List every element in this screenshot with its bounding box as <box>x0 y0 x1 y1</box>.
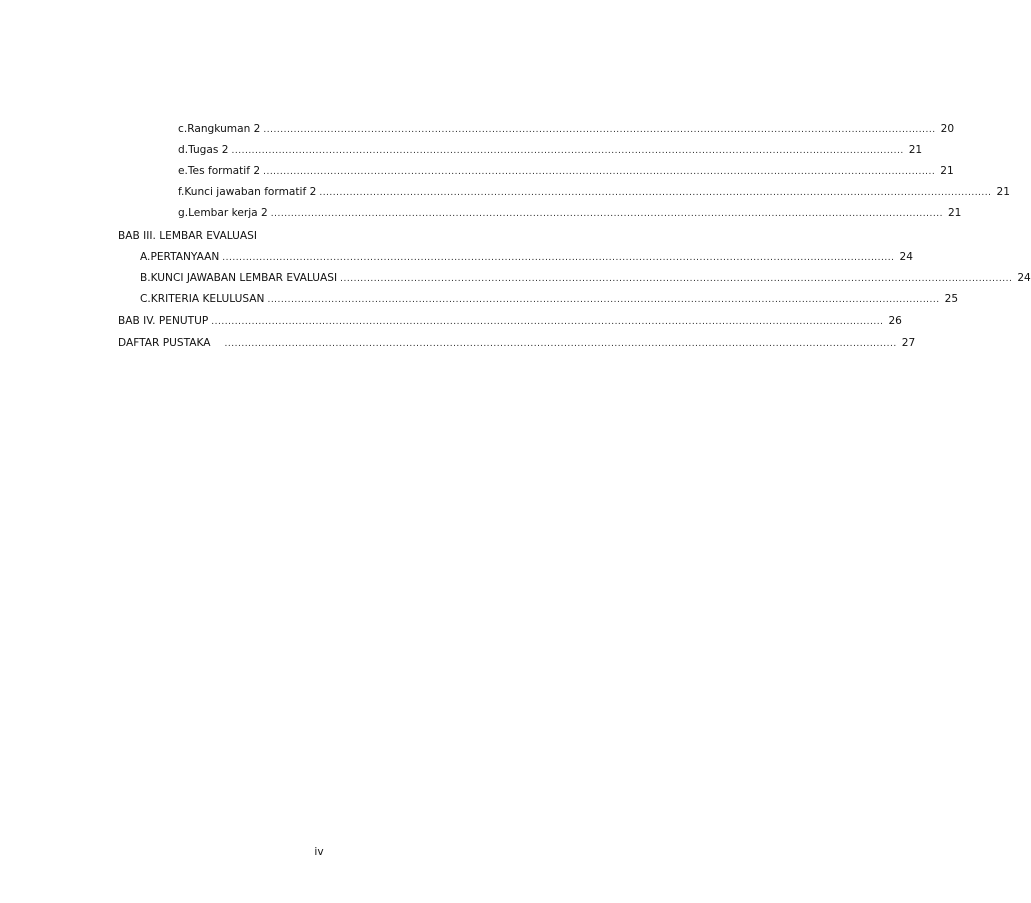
toc-entry-page: 24 <box>1017 272 1031 284</box>
toc-entry-bab-iv-penutup <box>118 312 902 330</box>
toc-entry-page: 26 <box>888 315 902 327</box>
toc-entry-page: 21 <box>996 186 1010 198</box>
dot-leader: ........................................................................................................................................................................................................ <box>224 339 897 349</box>
toc-entry-marker: C. <box>140 293 151 305</box>
toc-entry-marker: A. <box>140 251 151 263</box>
toc-entry-pertanyaan <box>140 248 913 266</box>
toc-entry-tes-formatif-2 <box>178 162 954 180</box>
toc-entry-page: 21 <box>947 207 962 219</box>
dot-leader: ........................................................................................................................................................................................................ <box>263 125 936 135</box>
toc-entry-kriteria-kelulusan <box>140 290 959 308</box>
toc-entry-marker: d. <box>178 144 189 156</box>
toc-entry-title: BAB IV. PENUTUP <box>118 315 209 327</box>
dot-leader: ........................................................................................................................................................................................................ <box>263 167 936 177</box>
toc-heading-bab-iii <box>118 227 545 245</box>
toc-entry-page: 27 <box>901 337 916 349</box>
page-number: iv <box>314 846 324 858</box>
toc-entry-rangkuman-2 <box>178 120 955 138</box>
toc-entry-marker: B. <box>140 272 151 284</box>
dot-leader: ........................................................................................................................................................................................................ <box>231 146 904 156</box>
dot-leader: ........................................................................................................................................................................................................ <box>211 317 884 327</box>
toc-entry-title: PERTANYAAN <box>150 251 220 263</box>
toc-entry-title: Tugas 2 <box>188 144 229 156</box>
dot-leader: ........................................................................................................................................................................................................ <box>319 188 992 198</box>
toc-entry-title: Kunci jawaban formatif 2 <box>184 186 317 198</box>
toc-entry-page: 25 <box>944 293 959 305</box>
toc-entry-tugas-2 <box>178 141 923 159</box>
toc-entry-kunci-jawaban-lembar-evaluasi <box>140 269 1031 287</box>
dot-leader: ........................................................................................................................................................................................................ <box>340 274 1013 284</box>
toc-entry-title: Lembar kerja 2 <box>188 207 268 219</box>
toc-entry-title: Rangkuman 2 <box>187 123 261 135</box>
toc-entry-title: KUNCI JAWABAN LEMBAR EVALUASI <box>150 272 338 284</box>
toc-entry-page: 20 <box>940 123 955 135</box>
toc-entry-kunci-jawaban-formatif-2 <box>178 183 1010 201</box>
toc-entry-title: DAFTAR PUSTAKA <box>118 337 211 349</box>
toc-entry-marker: c. <box>178 123 188 135</box>
toc-entry-page: 24 <box>899 251 913 263</box>
toc-entry-page: 21 <box>940 165 954 177</box>
toc-entry-marker: g. <box>178 207 189 219</box>
toc-entry-daftar-pustaka <box>118 334 916 352</box>
toc-entry-title: KRITERIA KELULUSAN <box>150 293 265 305</box>
toc-entry-marker: e. <box>178 165 188 177</box>
toc-entry-marker: f. <box>178 186 185 198</box>
toc-entry-title: Tes formatif 2 <box>187 165 261 177</box>
dot-leader: ........................................................................................................................................................................................................ <box>270 209 943 219</box>
toc-entry-page: 21 <box>908 144 923 156</box>
dot-leader: ........................................................................................................................................................................................................ <box>222 253 895 263</box>
dot-leader: ........................................................................................................................................................................................................ <box>267 295 940 305</box>
toc-entry-lembar-kerja-2 <box>178 204 962 222</box>
toc-heading-title: BAB III. LEMBAR EVALUASI <box>118 230 257 242</box>
